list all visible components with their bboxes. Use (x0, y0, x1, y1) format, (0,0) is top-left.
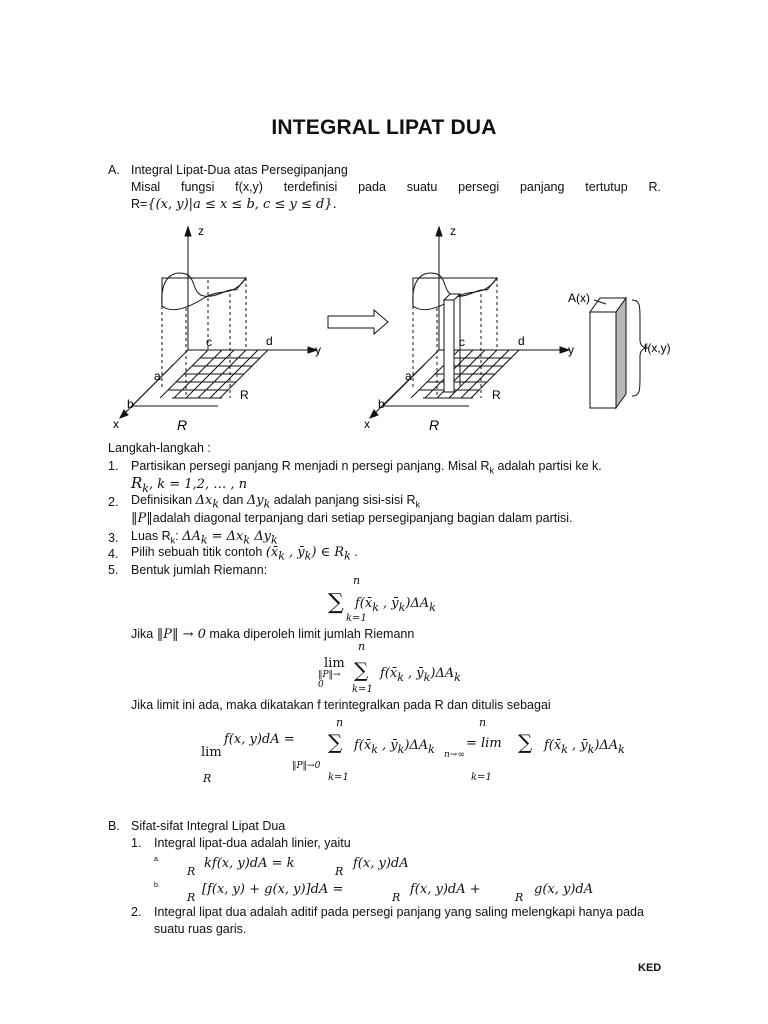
riemann-upper-limit: n (353, 574, 361, 587)
right-label-a: a (405, 369, 412, 383)
footer-initials: KED (638, 962, 662, 974)
property-1a-left: kf(x, y)dA = k (204, 856, 295, 871)
def-sum1-lower: k=1 (328, 772, 349, 783)
riemann-lower-limit: k=1 (346, 613, 367, 624)
right-label-x: x (364, 417, 370, 431)
limit-under-1: ‖P‖→ (318, 670, 341, 680)
property-2-line2: suatu ruas garis. (154, 922, 247, 936)
right-label-c: c (459, 335, 465, 349)
left-label-r-italic: R (177, 417, 188, 433)
left-diagram (120, 227, 317, 418)
left-surface-front (162, 278, 246, 310)
left-label-a: a (154, 369, 161, 383)
property-1b-marker: b. (154, 882, 160, 889)
property-1b-mid: f(x, y)dA + (410, 882, 481, 897)
set-r-definition: {(x, y)|a ≤ x ≤ b, c ≤ y ≤ d}. (147, 197, 337, 212)
limit-sum-body: $f(x̄_k$ , $ȳ_k)\Delta A_k$ (380, 666, 461, 685)
def-sum2-lower: k=1 (471, 772, 492, 783)
section-b-marker: B. (108, 819, 120, 833)
right-diagram (370, 227, 569, 418)
transition-arrow (328, 310, 388, 334)
step-5-text: Bentuk jumlah Riemann: (131, 563, 268, 577)
property-1b-right: g(x, y)dA (534, 882, 594, 897)
riemann-sigma: ∑ (328, 590, 344, 615)
right-label-d: d (518, 334, 525, 348)
slab-area-label: A(x) (568, 291, 590, 305)
left-label-c: c (206, 335, 212, 349)
section-a-line1: Misal fungsi f(x,y) terdefinisi pada suatu persegi panjang tertutup R. (131, 180, 661, 194)
slab-figure (590, 298, 648, 408)
def-sum2-body: $f(x̄_k$ , $ȳ_k)\Delta A_k$ (544, 738, 625, 757)
step-4-text: Pilih sebuah titik contoh ($x̄_k$ , $ȳ_k$) ∈ $R_k$ . (131, 545, 358, 563)
section-a-marker: A. (108, 163, 120, 177)
step-2-number: 2. (108, 495, 119, 509)
def-sum2-sigma: ∑ (518, 730, 533, 754)
step-2-text: Definisikan $\Delta x_k$ dan $\Delta y_k$ adalah panjang sisi-sisi $R_k$ (131, 493, 420, 511)
slab-side-face (616, 298, 626, 408)
riemann-sum-body: $f(x̄_k$ , $ȳ_k)\Delta A_k$ (355, 596, 436, 615)
step-1-text: Partisikan persegi panjang R menjadi n persegi panjang. Misal $R_k$ adalah partisi ke k. (131, 459, 602, 476)
def-lim-under: ‖P‖→0 (292, 761, 321, 771)
step-5-number: 5. (108, 563, 119, 577)
left-label-z: z (198, 224, 204, 238)
def-sum1-upper: n (336, 716, 344, 729)
left-label-y: y (315, 343, 321, 357)
property-2-line1: Integral lipat dua adalah aditif pada persegi panjang yang saling melengkapi hanya pada (154, 905, 644, 919)
def-sum1-sigma: ∑ (328, 730, 343, 754)
property-1-number: 1. (131, 836, 142, 850)
right-z-arrowhead (436, 227, 442, 236)
section-a-heading: Integral Lipat-Dua atas Persegipanjang (131, 163, 348, 177)
right-label-b: b (378, 397, 385, 411)
limit-sum-lower: k=1 (352, 684, 373, 695)
property-1a-region-2: R (335, 865, 344, 878)
left-label-b: b (127, 397, 134, 411)
def-region-r: R (203, 772, 212, 785)
property-1b-left: [f(x, y) + g(x, y)]dA = (202, 882, 344, 897)
limit-sum-sigma: ∑ (354, 658, 369, 682)
step-1-math: $R_k$, k = 1,2, … , n (131, 474, 247, 496)
slab-height-label: f(x,y) (644, 341, 671, 355)
step-2-line2: ‖P‖adalah diagonal terpanjang dari setiap persegipanjang bagian dalam partisi. (131, 511, 573, 526)
steps-intro: Langkah-langkah : (108, 441, 211, 455)
step-3-text: Luas $R_k$: $\Delta A_k = \Delta x_k$ $\Delta y_k$ (131, 529, 278, 547)
right-label-y: y (568, 343, 574, 357)
def-integrand: f(x, y)dA = (224, 732, 295, 747)
property-1b-region-3: R (515, 891, 524, 904)
right-label-r-italic: R (429, 417, 440, 433)
limit-under-2: 0 (318, 680, 324, 690)
double-integral-figure (100, 218, 690, 438)
property-1b-region-1: R (187, 891, 196, 904)
section-a-line2 (131, 196, 337, 213)
def-sum1-body: $f(x̄_k$ , $ȳ_k)\Delta A_k$ (354, 738, 435, 757)
left-label-r: R (240, 388, 249, 402)
property-1b-region-2: R (392, 891, 401, 904)
property-1-text: Integral lipat-dua adalah linier, yaitu (154, 836, 351, 850)
slab-front-face (590, 312, 616, 408)
def-eq-lim: = lim (466, 736, 502, 751)
step-1-number: 1. (108, 459, 119, 473)
def-lim-left: lim (201, 745, 222, 760)
right-label-z: z (450, 224, 456, 238)
property-1a-right: f(x, y)dA (353, 856, 409, 871)
left-label-x: x (113, 417, 119, 431)
definition-intro: Jika limit ini ada, maka dikatakan f terintegralkan pada R dan ditulis sebagai (131, 698, 551, 712)
property-1a-region-1: R (187, 865, 196, 878)
limit-intro: Jika ‖P‖ → 0 maka diperoleh limit jumlah Riemann (131, 627, 415, 642)
def-lim2-under: n→∞ (444, 750, 465, 760)
section-b-heading: Sifat-sifat Integral Lipat Dua (131, 819, 286, 833)
step-4-number: 4. (108, 547, 119, 561)
property-2-number: 2. (131, 905, 142, 919)
limit-sum-upper: n (358, 640, 366, 653)
left-label-d: d (266, 334, 273, 348)
property-1a-marker: a. (154, 856, 160, 863)
step-3-number: 3. (108, 531, 119, 545)
right-label-r: R (492, 388, 501, 402)
left-z-arrowhead (185, 227, 191, 236)
def-sum2-upper: n (479, 716, 487, 729)
set-r-prefix: R= (131, 197, 148, 211)
limit-word: lim (324, 656, 345, 671)
page-title: INTEGRAL LIPAT DUA (271, 116, 497, 139)
